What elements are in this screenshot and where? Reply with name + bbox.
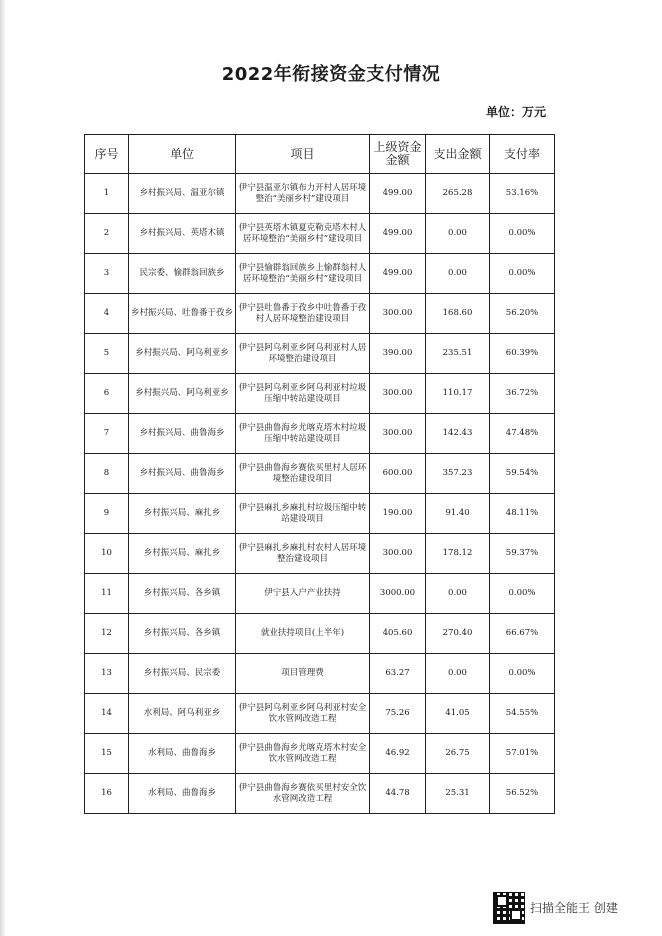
- cell-unit: 乡村振兴局、麻扎乡: [129, 534, 236, 574]
- cell-project: 就业扶持项目(上半年): [236, 614, 370, 654]
- cell-no: 7: [85, 414, 129, 454]
- table-row: [85, 334, 555, 374]
- cell-funds: 190.00: [370, 494, 426, 534]
- cell-unit: 乡村振兴局、英塔木镇: [129, 214, 236, 254]
- table-row: [85, 214, 555, 254]
- page-title: 2022年衔接资金支付情况: [221, 64, 441, 85]
- cell-funds: 405.60: [370, 614, 426, 654]
- cell-spent: 270.40: [426, 614, 490, 654]
- cell-no: 8: [85, 454, 129, 494]
- table-row: [85, 614, 555, 654]
- cell-rate: 47.48%: [490, 414, 555, 454]
- cell-rate: 0.00%: [490, 214, 555, 254]
- cell-spent: 26.75: [426, 734, 490, 774]
- cell-project: 伊宁县阿乌利亚乡阿乌利亚村安全饮水管网改造工程: [236, 694, 370, 734]
- scanner-watermark: 扫描全能王 创建: [530, 901, 618, 915]
- cell-rate: 56.20%: [490, 294, 555, 334]
- cell-funds: 300.00: [370, 414, 426, 454]
- cell-rate: 66.67%: [490, 614, 555, 654]
- cell-no: 1: [85, 174, 129, 214]
- cell-unit: 水利局、阿乌利亚乡: [129, 694, 236, 734]
- cell-funds: 499.00: [370, 174, 426, 214]
- cell-project: 伊宁县麻扎乡麻扎村垃圾压缩中转站建设项目: [236, 494, 370, 534]
- cell-funds: 46.92: [370, 734, 426, 774]
- cell-no: 10: [85, 534, 129, 574]
- cell-funds: 499.00: [370, 254, 426, 294]
- cell-project: 伊宁县曲鲁海乡赛依买里村人居环境整治建设项目: [236, 454, 370, 494]
- table-row: [85, 494, 555, 534]
- cell-unit: 乡村振兴局、麻扎乡: [129, 494, 236, 534]
- table-row: [85, 294, 555, 334]
- header-rate: 支付率: [490, 135, 555, 174]
- cell-unit: 水利局、曲鲁海乡: [129, 774, 236, 814]
- cell-funds: 600.00: [370, 454, 426, 494]
- cell-spent: 91.40: [426, 494, 490, 534]
- cell-unit: 乡村振兴局、各乡镇: [129, 574, 236, 614]
- cell-project: 伊宁县入户产业扶持: [236, 574, 370, 614]
- cell-spent: 110.17: [426, 374, 490, 414]
- cell-spent: 142.43: [426, 414, 490, 454]
- cell-unit: 乡村振兴局、吐鲁番于孜乡: [129, 294, 236, 334]
- table-row: [85, 654, 555, 694]
- table-header-row: [85, 135, 555, 174]
- cell-spent: 265.28: [426, 174, 490, 214]
- cell-funds: 390.00: [370, 334, 426, 374]
- unit-label: 单位：万元: [486, 105, 547, 119]
- cell-rate: 53.16%: [490, 174, 555, 214]
- cell-rate: 0.00%: [490, 254, 555, 294]
- cell-unit: 乡村振兴局、阿乌利亚乡: [129, 374, 236, 414]
- cell-unit: 乡村振兴局、温亚尔镇: [129, 174, 236, 214]
- cell-funds: 44.78: [370, 774, 426, 814]
- cell-unit: 民宗委、愉群翁回族乡: [129, 254, 236, 294]
- cell-unit: 乡村振兴局、曲鲁海乡: [129, 454, 236, 494]
- table-row: [85, 694, 555, 734]
- cell-funds: 63.27: [370, 654, 426, 694]
- cell-no: 15: [85, 734, 129, 774]
- fund-table: [84, 134, 555, 814]
- cell-unit: 乡村振兴局、各乡镇: [129, 614, 236, 654]
- cell-no: 4: [85, 294, 129, 334]
- cell-no: 12: [85, 614, 129, 654]
- cell-no: 16: [85, 774, 129, 814]
- cell-no: 11: [85, 574, 129, 614]
- cell-funds: 499.00: [370, 214, 426, 254]
- cell-funds: 300.00: [370, 534, 426, 574]
- table-row: [85, 574, 555, 614]
- cell-rate: 60.39%: [490, 334, 555, 374]
- table-row: [85, 454, 555, 494]
- cell-project: 伊宁县曲鲁海乡赛依买里村安全饮水管网改造工程: [236, 774, 370, 814]
- cell-no: 9: [85, 494, 129, 534]
- cell-project: 伊宁县愉群翁回族乡上愉群翁村人居环境整治“美丽乡村”建设项目: [236, 254, 370, 294]
- cell-rate: 59.54%: [490, 454, 555, 494]
- cell-rate: 54.55%: [490, 694, 555, 734]
- cell-rate: 48.11%: [490, 494, 555, 534]
- cell-no: 2: [85, 214, 129, 254]
- cell-rate: 57.01%: [490, 734, 555, 774]
- cell-spent: 41.05: [426, 694, 490, 734]
- table-row: [85, 734, 555, 774]
- cell-project: 伊宁县麻扎乡麻扎村农村人居环境整治建设项目: [236, 534, 370, 574]
- cell-spent: 178.12: [426, 534, 490, 574]
- cell-spent: 0.00: [426, 214, 490, 254]
- cell-rate: 0.00%: [490, 574, 555, 614]
- cell-spent: 168.60: [426, 294, 490, 334]
- cell-project: 伊宁县阿乌利亚乡阿乌利亚村垃圾压缩中转站建设项目: [236, 374, 370, 414]
- cell-spent: 25.31: [426, 774, 490, 814]
- cell-spent: 0.00: [426, 574, 490, 614]
- table-row: [85, 174, 555, 214]
- table-row: [85, 534, 555, 574]
- cell-spent: 235.51: [426, 334, 490, 374]
- cell-unit: 乡村振兴局、阿乌利亚乡: [129, 334, 236, 374]
- table-row: [85, 374, 555, 414]
- cell-rate: 59.37%: [490, 534, 555, 574]
- cell-no: 5: [85, 334, 129, 374]
- cell-rate: 36.72%: [490, 374, 555, 414]
- cell-no: 14: [85, 694, 129, 734]
- cell-funds: 3000.00: [370, 574, 426, 614]
- table-row: [85, 414, 555, 454]
- cell-project: 伊宁县吐鲁番于孜乡中吐鲁番于孜村人居环境整治建设项目: [236, 294, 370, 334]
- qr-code-icon: [494, 893, 524, 923]
- cell-spent: 0.00: [426, 254, 490, 294]
- cell-no: 13: [85, 654, 129, 694]
- cell-unit: 乡村振兴局、民宗委: [129, 654, 236, 694]
- cell-project: 伊宁县曲鲁海乡尤喀克塔木村垃圾压缩中转站建设项目: [236, 414, 370, 454]
- header-no: 序号: [85, 135, 129, 174]
- cell-rate: 0.00%: [490, 654, 555, 694]
- cell-funds: 75.26: [370, 694, 426, 734]
- cell-project: 伊宁县曲鲁海乡尤喀克塔木村安全饮水管网改造工程: [236, 734, 370, 774]
- cell-no: 6: [85, 374, 129, 414]
- cell-spent: 0.00: [426, 654, 490, 694]
- cell-funds: 300.00: [370, 374, 426, 414]
- header-unit: 单位: [129, 135, 236, 174]
- table-row: [85, 254, 555, 294]
- cell-funds: 300.00: [370, 294, 426, 334]
- cell-unit: 乡村振兴局、曲鲁海乡: [129, 414, 236, 454]
- table-row: [85, 774, 555, 814]
- cell-project: 伊宁县温亚尔镇布力开村人居环境整治“美丽乡村”建设项目: [236, 174, 370, 214]
- cell-project: 伊宁县阿乌利亚乡阿乌利亚村人居环境整治建设项目: [236, 334, 370, 374]
- header-spent: 支出金额: [426, 135, 490, 174]
- cell-spent: 357.23: [426, 454, 490, 494]
- scan-edge-shadow: [0, 0, 6, 936]
- cell-project: 伊宁县英塔木镇夏克勒克塔木村人居环境整治“美丽乡村”建设项目: [236, 214, 370, 254]
- cell-unit: 水利局、曲鲁海乡: [129, 734, 236, 774]
- header-funds: 上级资金金额: [370, 135, 426, 174]
- cell-no: 3: [85, 254, 129, 294]
- cell-project: 项目管理费: [236, 654, 370, 694]
- cell-rate: 56.52%: [490, 774, 555, 814]
- header-project: 项目: [236, 135, 370, 174]
